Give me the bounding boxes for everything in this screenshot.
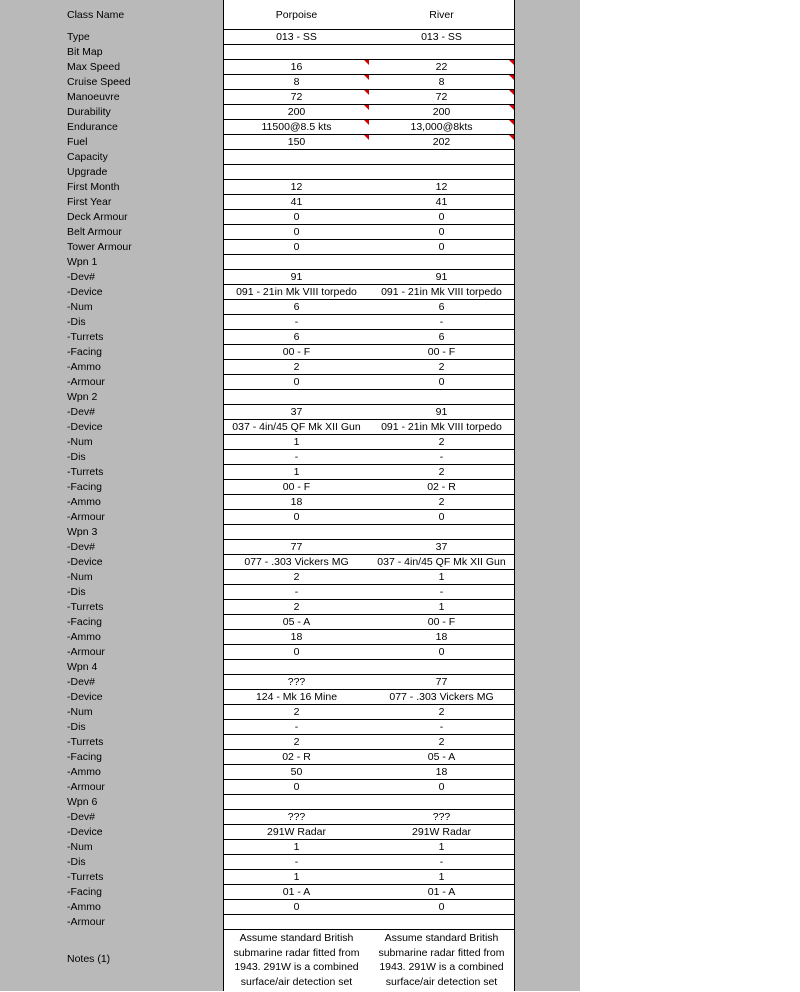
data-cell[interactable]: 01 - A	[224, 885, 369, 900]
data-cell[interactable]: 091 - 21in Mk VIII torpedo	[369, 285, 514, 300]
data-cell[interactable]: 0	[224, 375, 369, 390]
row-label: -Device	[67, 556, 103, 568]
data-cell[interactable]: 0	[369, 375, 514, 390]
row-label: First Year	[67, 196, 112, 208]
data-cell[interactable]: 22	[369, 60, 514, 75]
row-label: Wpn 1	[67, 256, 98, 268]
row-label: -Dev#	[67, 406, 96, 418]
data-cell[interactable]: 0	[369, 210, 514, 225]
data-cell[interactable]: 18	[224, 630, 369, 645]
notes-label: Notes (1)	[67, 953, 111, 965]
comment-indicator-icon[interactable]	[509, 60, 514, 65]
data-cell[interactable]: 77	[369, 675, 514, 690]
data-cell[interactable]	[224, 660, 369, 675]
data-cell[interactable]: 91	[224, 270, 369, 285]
data-cell[interactable]: 18	[369, 630, 514, 645]
data-cell[interactable]: -	[369, 720, 514, 735]
row-label: Type	[67, 31, 90, 43]
data-cell[interactable]: 0	[369, 240, 514, 255]
data-cell[interactable]: -	[224, 315, 369, 330]
row-label: -Device	[67, 286, 103, 298]
data-cell[interactable]: 50	[224, 765, 369, 780]
data-cell[interactable]: 91	[369, 405, 514, 420]
row-label: -Ammo	[67, 766, 101, 778]
data-cell[interactable]: -	[369, 855, 514, 870]
row-label: Capacity	[67, 151, 108, 163]
data-cell[interactable]: 41	[224, 195, 369, 210]
data-cell[interactable]: 72	[224, 90, 369, 105]
data-cell[interactable]: 77	[224, 540, 369, 555]
data-cell[interactable]: 077 - .303 Vickers MG	[224, 555, 369, 570]
row-label: -Device	[67, 826, 103, 838]
data-cell[interactable]: -	[369, 585, 514, 600]
data-cell[interactable]: 2	[369, 465, 514, 480]
row-label: -Ammo	[67, 901, 101, 913]
notes-cell[interactable]: Assume standard British submarine radar fitted from 1943. 291W is a combined surface/air detection set	[378, 932, 505, 989]
row-label: -Dev#	[67, 271, 96, 283]
row-label: Endurance	[67, 121, 118, 133]
row-label: Wpn 4	[67, 661, 98, 673]
row-label: -Num	[67, 841, 93, 853]
data-cell[interactable]: 0	[369, 900, 514, 915]
row-label: Tower Armour	[67, 241, 132, 253]
data-cell[interactable]: 2	[369, 495, 514, 510]
data-cell[interactable]: -	[224, 720, 369, 735]
data-cell[interactable]: 2	[224, 705, 369, 720]
column-river[interactable]	[369, 0, 515, 991]
row-label: -Dis	[67, 721, 86, 733]
data-cell[interactable]: 2	[369, 360, 514, 375]
row-label: -Turrets	[67, 466, 104, 478]
data-cell[interactable]: -	[369, 315, 514, 330]
data-cell[interactable]: 291W Radar	[369, 825, 514, 840]
class-name-label: Class Name	[67, 9, 125, 21]
data-cell[interactable]: 18	[224, 495, 369, 510]
data-cell[interactable]: 8	[224, 75, 369, 90]
row-label: Wpn 2	[67, 391, 98, 403]
data-cell[interactable]: 150	[224, 135, 369, 150]
row-label: Manoeuvre	[67, 91, 120, 103]
data-cell[interactable]: -	[224, 855, 369, 870]
data-cell[interactable]: 8	[369, 75, 514, 90]
data-cell[interactable]	[369, 795, 514, 810]
data-cell[interactable]: 91	[369, 270, 514, 285]
data-cell[interactable]: 0	[369, 225, 514, 240]
data-cell[interactable]: 200	[224, 105, 369, 120]
data-cell[interactable]	[369, 150, 514, 165]
data-cell[interactable]: 0	[224, 225, 369, 240]
data-cell[interactable]: 00 - F	[224, 480, 369, 495]
data-cell[interactable]: 16	[224, 60, 369, 75]
data-cell[interactable]: 0	[224, 240, 369, 255]
data-cell[interactable]: 200	[369, 105, 514, 120]
row-label: -Device	[67, 421, 103, 433]
data-cell[interactable]: 6	[224, 300, 369, 315]
data-cell[interactable]: 02 - R	[369, 480, 514, 495]
data-cell[interactable]: 2	[224, 360, 369, 375]
row-label: -Turrets	[67, 736, 104, 748]
data-cell[interactable]: 1	[369, 840, 514, 855]
data-cell[interactable]: 0	[224, 900, 369, 915]
data-cell[interactable]: 05 - A	[224, 615, 369, 630]
data-cell[interactable]: 091 - 21in Mk VIII torpedo	[369, 420, 514, 435]
row-label: Max Speed	[67, 61, 121, 73]
data-cell[interactable]: 013 - SS	[224, 30, 369, 45]
data-cell[interactable]: 2	[369, 705, 514, 720]
row-label: -Dis	[67, 316, 86, 328]
row-label: Durability	[67, 106, 111, 118]
data-cell[interactable]: 2	[369, 735, 514, 750]
empty-area	[580, 0, 800, 991]
data-cell[interactable]: 12	[224, 180, 369, 195]
data-cell[interactable]: 0	[224, 645, 369, 660]
data-cell[interactable]: 1	[369, 600, 514, 615]
data-cell[interactable]: 72	[369, 90, 514, 105]
data-cell[interactable]: ???	[224, 810, 369, 825]
row-label: -Ammo	[67, 361, 101, 373]
data-cell[interactable]	[224, 390, 369, 405]
data-cell[interactable]	[224, 45, 369, 60]
data-cell[interactable]: 00 - F	[224, 345, 369, 360]
row-label: Fuel	[67, 136, 88, 148]
row-label: Wpn 6	[67, 796, 98, 808]
column-header[interactable]: Porpoise	[224, 0, 369, 30]
data-cell[interactable]: 0	[369, 780, 514, 795]
notes-cell[interactable]: Assume standard British submarine radar fitted from 1943. 291W is a combined surface/air detection set	[233, 932, 360, 989]
data-cell[interactable]: 12	[369, 180, 514, 195]
data-cell[interactable]: ???	[224, 675, 369, 690]
row-label: Belt Armour	[67, 226, 122, 238]
data-cell[interactable]: 124 - Mk 16 Mine	[224, 690, 369, 705]
data-cell[interactable]: 05 - A	[369, 750, 514, 765]
comment-indicator-icon[interactable]	[509, 75, 514, 80]
row-label: -Turrets	[67, 871, 104, 883]
data-cell[interactable]: 2	[224, 570, 369, 585]
data-cell[interactable]	[224, 255, 369, 270]
row-label: -Dis	[67, 586, 86, 598]
data-cell[interactable]: 0	[224, 510, 369, 525]
data-cell[interactable]: 37	[224, 405, 369, 420]
data-cell[interactable]: 18	[369, 765, 514, 780]
data-cell[interactable]: 1	[369, 570, 514, 585]
data-cell[interactable]: -	[224, 450, 369, 465]
data-cell[interactable]: -	[224, 585, 369, 600]
data-cell[interactable]	[224, 150, 369, 165]
row-label: -Turrets	[67, 331, 104, 343]
data-cell[interactable]: 0	[224, 780, 369, 795]
data-cell[interactable]: 37	[369, 540, 514, 555]
data-cell[interactable]: 1	[224, 435, 369, 450]
data-cell[interactable]: 0	[369, 645, 514, 660]
data-cell[interactable]: 00 - F	[369, 345, 514, 360]
data-cell[interactable]: 00 - F	[369, 615, 514, 630]
data-cell[interactable]	[224, 525, 369, 540]
data-cell[interactable]	[224, 165, 369, 180]
row-label: -Armour	[67, 376, 105, 388]
data-cell[interactable]: 13,000@8kts	[369, 120, 514, 135]
row-label: -Dev#	[67, 811, 96, 823]
column-header[interactable]: River	[369, 0, 514, 30]
data-cell[interactable]: 1	[224, 465, 369, 480]
row-label: -Turrets	[67, 601, 104, 613]
data-cell[interactable]: 291W Radar	[224, 825, 369, 840]
row-label: -Armour	[67, 916, 105, 928]
row-label: -Num	[67, 301, 93, 313]
row-label: -Armour	[67, 511, 105, 523]
row-label: -Facing	[67, 751, 103, 763]
data-cell[interactable]: 41	[369, 195, 514, 210]
data-cell[interactable]: 0	[224, 210, 369, 225]
data-cell[interactable]: 02 - R	[224, 750, 369, 765]
data-cell[interactable]: 6	[224, 330, 369, 345]
row-label: -Num	[67, 436, 93, 448]
row-label: Deck Armour	[67, 211, 128, 223]
data-cell[interactable]: 077 - .303 Vickers MG	[369, 690, 514, 705]
row-label: First Month	[67, 181, 120, 193]
data-cell[interactable]	[369, 915, 514, 930]
data-cell[interactable]: 11500@8.5 kts	[224, 120, 369, 135]
row-label: Bit Map	[67, 46, 103, 58]
row-label: -Device	[67, 691, 103, 703]
data-cell[interactable]	[369, 390, 514, 405]
row-label: -Dis	[67, 856, 86, 868]
row-label: -Armour	[67, 646, 105, 658]
data-cell[interactable]: 013 - SS	[369, 30, 514, 45]
comment-indicator-icon[interactable]	[509, 90, 514, 95]
data-cell[interactable]: 2	[369, 435, 514, 450]
row-label: -Dis	[67, 451, 86, 463]
data-cell[interactable]: 1	[224, 870, 369, 885]
data-cell[interactable]: 6	[369, 300, 514, 315]
data-cell[interactable]	[369, 255, 514, 270]
data-cell[interactable]	[369, 525, 514, 540]
row-label: -Ammo	[67, 496, 101, 508]
data-cell[interactable]: 037 - 4in/45 QF Mk XII Gun	[369, 555, 514, 570]
data-cell[interactable]	[369, 165, 514, 180]
comment-indicator-icon[interactable]	[509, 120, 514, 125]
data-cell[interactable]: 01 - A	[369, 885, 514, 900]
comment-indicator-icon[interactable]	[509, 105, 514, 110]
data-cell[interactable]	[224, 915, 369, 930]
row-label: -Ammo	[67, 631, 101, 643]
data-cell[interactable]: 6	[369, 330, 514, 345]
data-cell[interactable]	[369, 45, 514, 60]
data-cell[interactable]: 091 - 21in Mk VIII torpedo	[224, 285, 369, 300]
row-label: -Facing	[67, 616, 103, 628]
row-label: -Armour	[67, 781, 105, 793]
data-cell[interactable]: -	[369, 450, 514, 465]
row-label: -Num	[67, 706, 93, 718]
data-cell[interactable]: 1	[369, 870, 514, 885]
row-label: Wpn 3	[67, 526, 98, 538]
data-cell[interactable]: 1	[224, 840, 369, 855]
row-label: -Dev#	[67, 676, 96, 688]
column-porpoise[interactable]	[223, 0, 370, 991]
row-label: -Dev#	[67, 541, 96, 553]
data-cell[interactable]	[369, 660, 514, 675]
data-cell[interactable]: 2	[224, 600, 369, 615]
row-label: -Facing	[67, 886, 103, 898]
data-cell[interactable]: 0	[369, 510, 514, 525]
data-cell[interactable]	[224, 795, 369, 810]
row-label: Cruise Speed	[67, 76, 131, 88]
row-label: -Facing	[67, 346, 103, 358]
row-label: Upgrade	[67, 166, 108, 178]
comment-indicator-icon[interactable]	[509, 135, 514, 140]
data-cell[interactable]: 2	[224, 735, 369, 750]
row-label: -Facing	[67, 481, 103, 493]
data-cell[interactable]: 037 - 4in/45 QF Mk XII Gun	[224, 420, 369, 435]
data-cell[interactable]: 202	[369, 135, 514, 150]
row-label: -Num	[67, 571, 93, 583]
data-cell[interactable]: ???	[369, 810, 514, 825]
